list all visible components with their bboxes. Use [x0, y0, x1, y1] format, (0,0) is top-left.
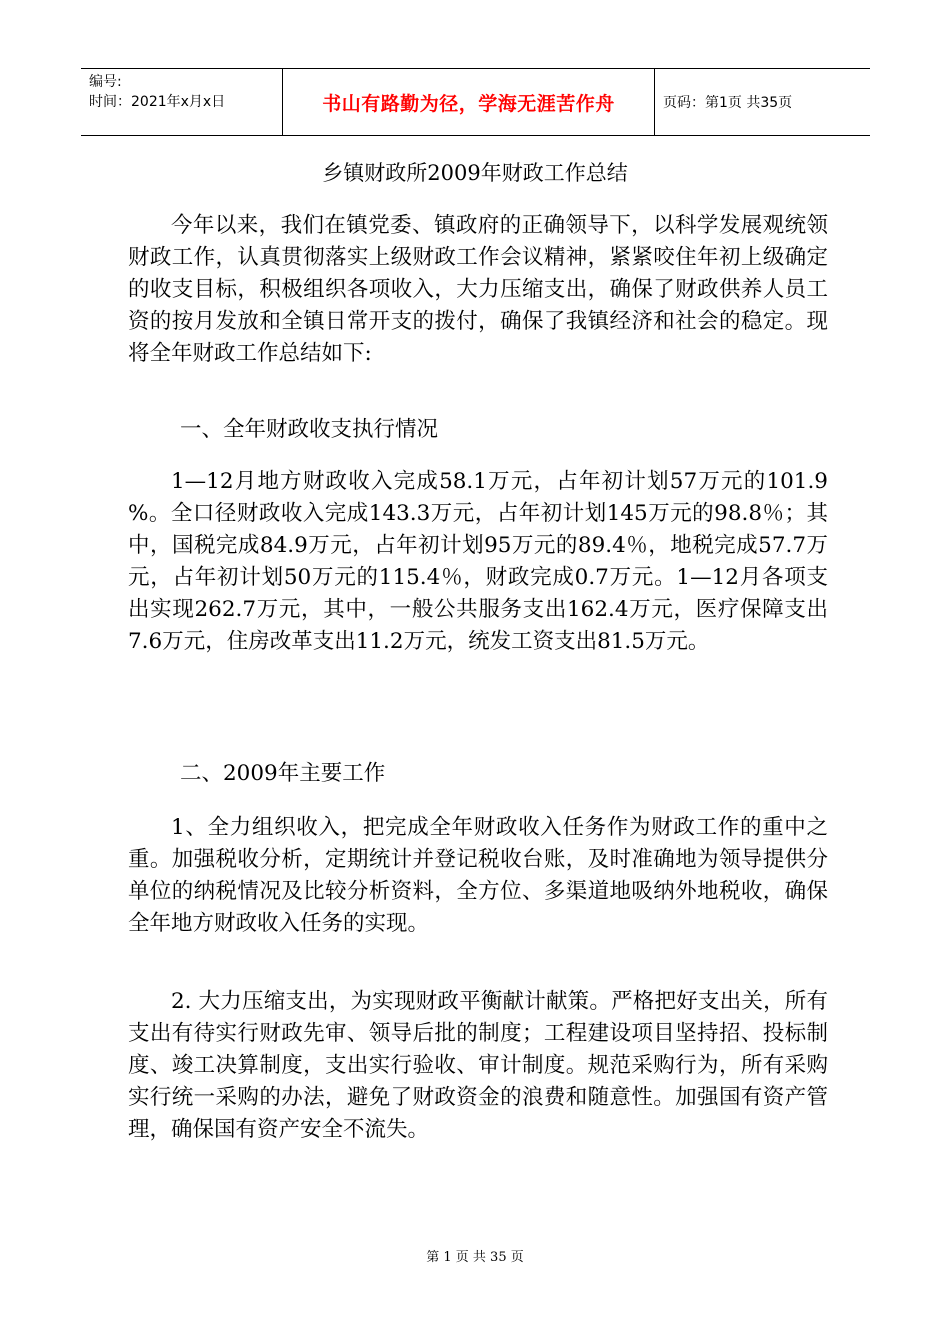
item1-paragraph: 1、全力组织收入，把完成全年财政收入任务作为财政工作的重中之重。加强税收分析，定期统计并登记税收台账，及时准确地为领导提供分单位的纳税情况及比较分析资料，全方位、多渠道地吸纳外地税收，确保全年地方财政收入任务的实现。: [128, 815, 828, 936]
section2-heading: 二、2009年主要工作: [180, 761, 386, 786]
time-label: 时间：2021年x月x日: [89, 94, 226, 110]
page-info-cell: [655, 69, 870, 135]
motto-text: 书山有路勤为径，学海无涯苦作舟: [322, 92, 615, 115]
item2-paragraph: 2. 大力压缩支出，为实现财政平衡献计献策。严格把好支出关，所有支出有待实行财政先审、领导后批的制度；工程建设项目坚持招、投标制度、竣工决算制度，支出实行验收、审计制度。规范采购行为，所有采购实行统一采购的办法，避免了财政资金的浪费和随意性。加强国有资产管理，确保国有资产安全不流失。: [128, 989, 828, 1142]
section1-heading: 一、全年财政收支执行情况: [180, 417, 439, 442]
number-label: 编号:: [89, 74, 122, 90]
section1-body: 1—12月地方财政收入完成58.1万元，占年初计划57万元的101.9 %。全口径财政收入完成143.3万元，占年初计划145万元的98.8％；其中，国税完成84.9万元，占年初计划95万元的89.4％，地税完成57.7万元，占年初计划50万元的115.4％，财政完成0.7万元。1—12月各项支出实现262.7万元，其中，一般公共服务支出162.4万元，医疗保障支出7.6万元，住房改革支出11.2万元，统发工资支出81.5万元。: [128, 469, 828, 654]
document-title: 乡镇财政所2009年财政工作总结: [322, 161, 628, 185]
header-table: [81, 68, 870, 136]
header-meta-cell: [81, 69, 282, 135]
page-footer: 第 1 页 共 35 页: [426, 1250, 524, 1265]
motto-cell: [282, 69, 655, 135]
intro-paragraph: 今年以来，我们在镇党委、镇政府的正确领导下，以科学发展观统领财政工作，认真贯彻落实上级财政工作会议精神，紧紧咬住年初上级确定的收支目标，积极组织各项收入，大力压缩支出，确保了财政供养人员工资的按月发放和全镇日常开支的拨付，确保了我镇经济和社会的稳定。现将全年财政工作总结如下:: [128, 213, 828, 366]
page-info-text: 页码：第1页 共35页: [663, 95, 793, 111]
